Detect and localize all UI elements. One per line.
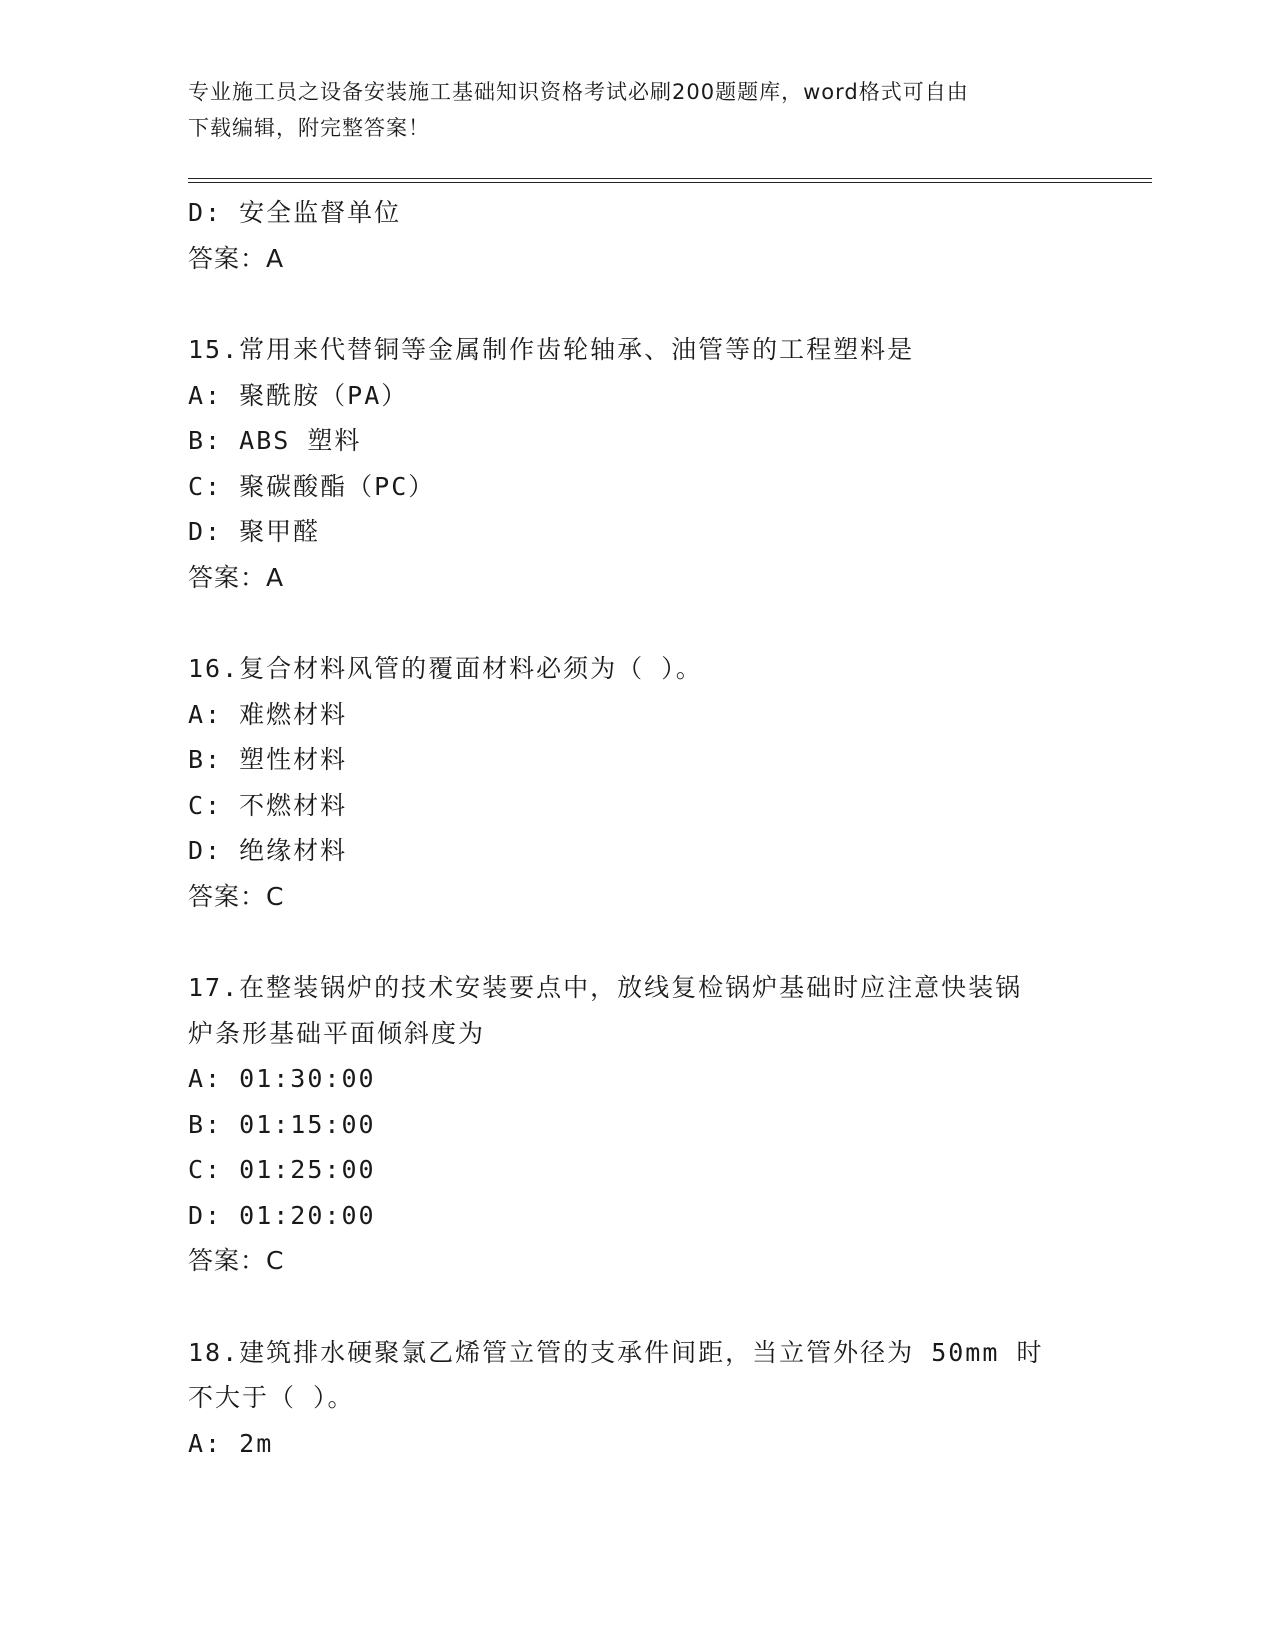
prev-option-d: D: 安全监督单位: [188, 198, 402, 227]
option-b: B: 塑性材料: [188, 745, 348, 774]
question-block: [188, 327, 1138, 600]
option-a: A: 2m: [188, 1428, 274, 1458]
answer: 答案：A: [188, 562, 285, 592]
header-divider-top: [188, 178, 1152, 179]
option-a: A: 01:30:00: [188, 1064, 376, 1093]
document-header: [188, 74, 1088, 146]
option-c: C: 聚碳酸酯（PC）: [188, 471, 436, 501]
option-b: B: ABS 塑料: [188, 426, 362, 455]
option-c: C: 不燃材料: [188, 790, 348, 820]
answer: 答案：C: [188, 881, 285, 911]
question-block: [188, 965, 1138, 1284]
spacer: [188, 281, 1138, 327]
answer: 答案：C: [188, 1246, 285, 1275]
question-title-cont: 不大于（ ）。: [188, 1383, 355, 1412]
prev-answer: 答案：A: [188, 243, 285, 273]
option-b: B: 01:15:00: [188, 1109, 376, 1139]
question-title: 16.复合材料风管的覆面材料必须为（ ）。: [188, 654, 703, 683]
question-title: 17.在整装锅炉的技术安装要点中，放线复检锅炉基础时应注意快装锅: [188, 973, 1023, 1002]
option-c: C: 01:25:00: [188, 1155, 376, 1184]
option-a: A: 难燃材料: [188, 699, 348, 729]
option-d: D: 聚甲醛: [188, 517, 321, 546]
question-title: 15.常用来代替铜等金属制作齿轮轴承、油管等的工程塑料是: [188, 335, 915, 364]
spacer: [188, 1284, 1138, 1330]
question-block: [188, 646, 1138, 919]
question-content: [188, 190, 1138, 1466]
question-block: [188, 1330, 1138, 1467]
spacer: [188, 600, 1138, 646]
header-line-1: 专业施工员之设备安装施工基础知识资格考试必刷200题题库，word格式可自由: [188, 80, 969, 104]
header-line-2: 下载编辑，附完整答案！: [188, 116, 430, 140]
option-d: D: 01:20:00: [188, 1200, 376, 1230]
spacer: [188, 919, 1138, 965]
question-title: 18.建筑排水硬聚氯乙烯管立管的支承件间距，当立管外径为 50mm 时: [188, 1337, 1044, 1367]
option-a: A: 聚酰胺（PA）: [188, 380, 409, 410]
question-title-cont: 炉条形基础平面倾斜度为: [188, 1018, 486, 1048]
header-divider-bottom: [188, 182, 1152, 183]
option-d: D: 绝缘材料: [188, 836, 348, 865]
